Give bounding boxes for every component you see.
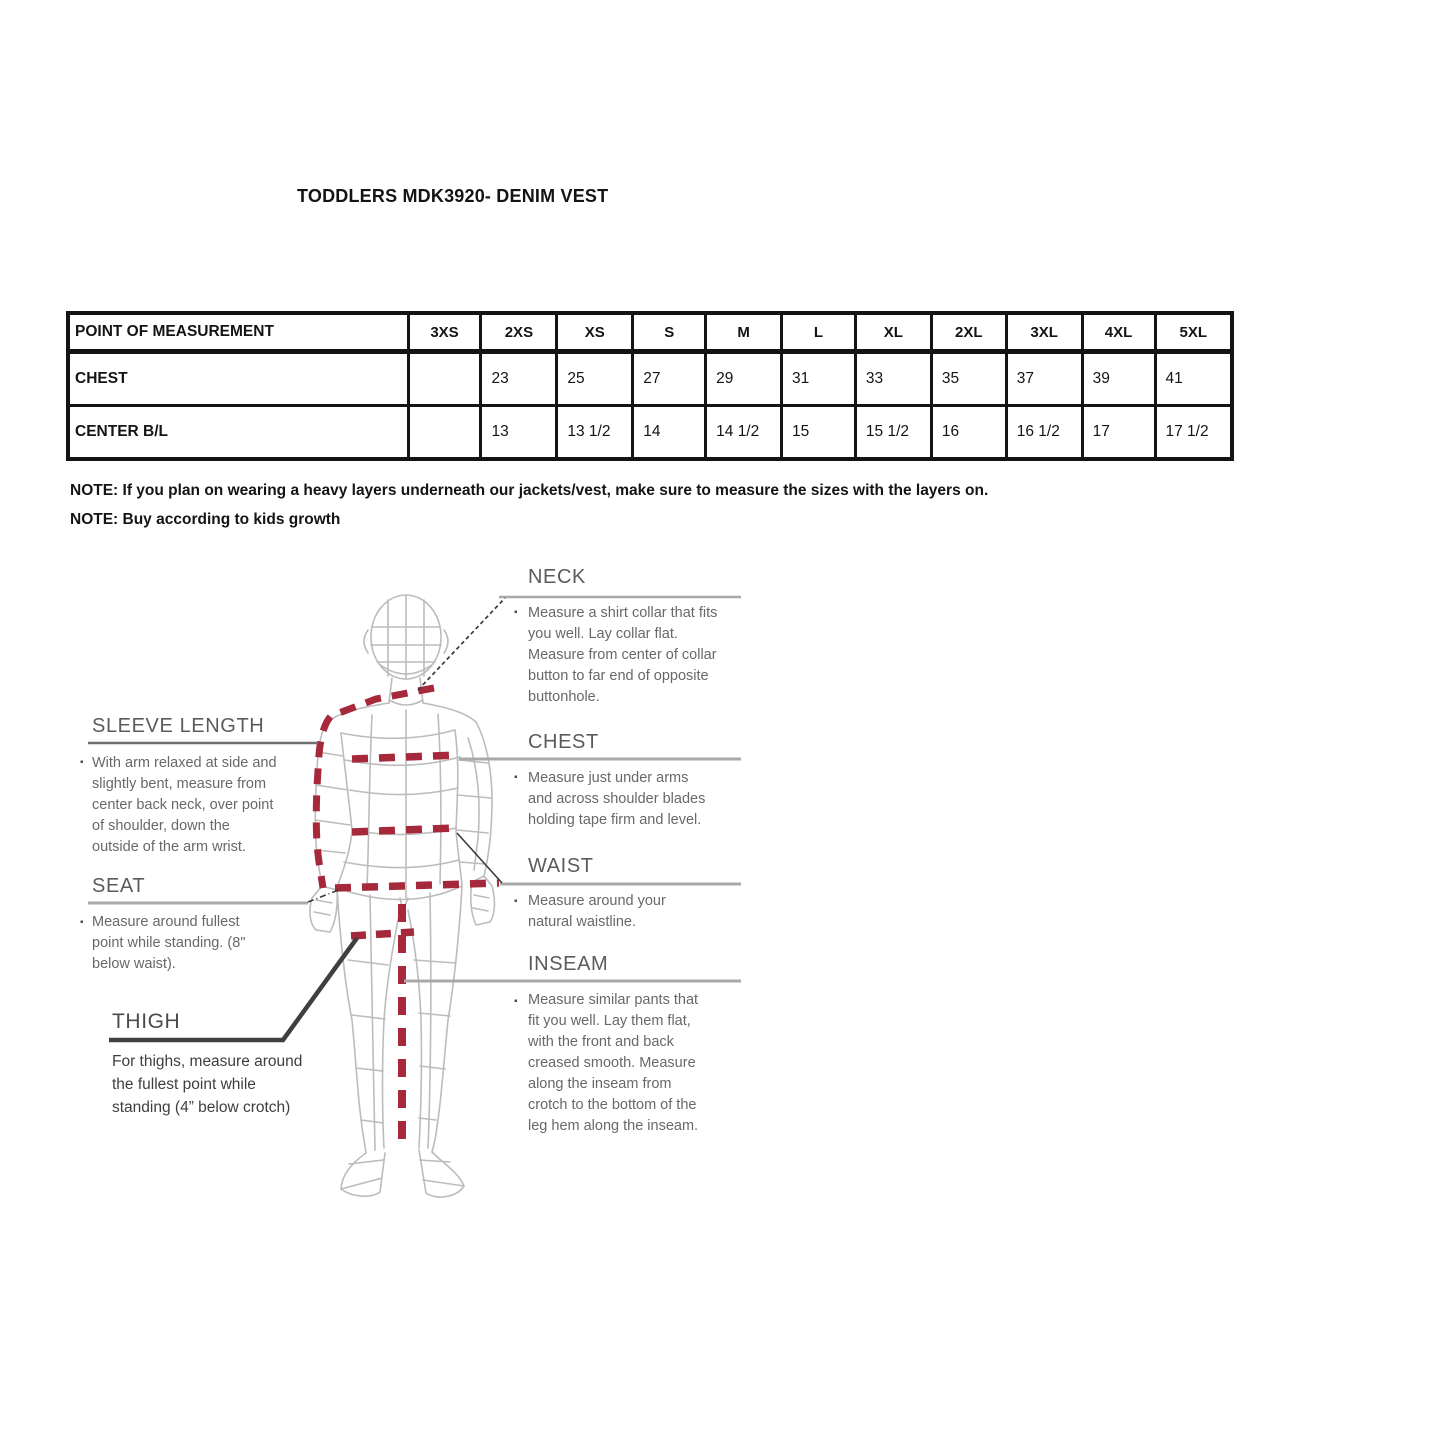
chest-measure-line — [352, 755, 458, 759]
value-cell: 39 — [1082, 352, 1155, 406]
value-cell: 37 — [1006, 352, 1082, 406]
seat-text: Measure around fullest point while standing. (8" below waist). — [92, 914, 246, 972]
header-cell: M — [706, 313, 782, 352]
neck-text: Measure a shirt collar that fits you well. Lay collar flat. Measure from center of collar button to far end of opposite buttonhole. — [528, 605, 718, 705]
waist-measure-line — [352, 828, 456, 832]
inseam-text: Measure similar pants that fit you well. Lay them flat, with the front and back creased smooth. Measure along the inseam from crotch to the bottom of the leg hem along the inseam. — [528, 992, 699, 1134]
value-cell: 14 — [633, 406, 706, 460]
header-cell: S — [633, 313, 706, 352]
section-inseam — [514, 953, 712, 1137]
row-label-cell: CHEST — [68, 352, 408, 406]
value-cell: 23 — [481, 352, 557, 406]
header-cell: XS — [557, 313, 633, 352]
header-cell: 2XL — [931, 313, 1006, 352]
value-cell: 31 — [782, 352, 856, 406]
value-cell: 16 1/2 — [1006, 406, 1082, 460]
value-cell: 13 — [481, 406, 557, 460]
row-label-cell: CENTER B/L — [68, 406, 408, 460]
chest-label: CHEST — [528, 731, 599, 753]
value-cell: 35 — [931, 352, 1006, 406]
bullet-icon: ▪ — [514, 996, 518, 1007]
bullet-icon: ▪ — [514, 772, 518, 783]
value-cell: 16 — [931, 406, 1006, 460]
neck-label: NECK — [528, 566, 586, 588]
value-cell: 15 — [782, 406, 856, 460]
note-line: NOTE: If you plan on wearing a heavy layers underneath our jackets/vest, make sure to measure the sizes with the layers on. — [70, 482, 989, 499]
header-cell: 5XL — [1155, 313, 1232, 352]
header-cell: POINT OF MEASUREMENT — [68, 313, 408, 352]
value-cell: 27 — [633, 352, 706, 406]
bullet-icon: ▪ — [80, 917, 84, 928]
value-cell: 41 — [1155, 352, 1232, 406]
chest-text: Measure just under arms and across shoulder blades holding tape firm and level. — [528, 770, 706, 828]
value-cell: 25 — [557, 352, 633, 406]
header-cell: 3XS — [408, 313, 481, 352]
waist-leader-line — [457, 833, 502, 883]
header-cell: 4XL — [1082, 313, 1155, 352]
bullet-icon: ▪ — [80, 757, 84, 768]
section-seat — [80, 875, 257, 975]
bullet-icon: ▪ — [514, 896, 518, 907]
value-cell: 17 1/2 — [1155, 406, 1232, 460]
seat-leader-line — [308, 889, 341, 902]
page-title: TODDLERS MDK3920- DENIM VEST — [297, 186, 609, 206]
waist-text: Measure around your natural waistline. — [528, 893, 666, 930]
sleeve-length-label: SLEEVE LENGTH — [92, 715, 265, 737]
bullet-icon: ▪ — [514, 607, 518, 618]
seat-label: SEAT — [92, 875, 146, 897]
section-chest — [514, 731, 706, 831]
section-waist — [514, 855, 688, 933]
section-neck — [514, 566, 728, 708]
value-cell: 33 — [855, 352, 931, 406]
waist-label: WAIST — [528, 855, 594, 877]
value-cell: 13 1/2 — [557, 406, 633, 460]
section-thigh — [112, 1010, 312, 1119]
value-cell: 15 1/2 — [855, 406, 931, 460]
thigh-label: THIGH — [112, 1010, 181, 1033]
sleeve-length-text: With arm relaxed at side and slightly bent, measure from center back neck, over point of shoulder, down the outside of the arm wrist. — [92, 755, 277, 855]
neck-leader-line — [418, 598, 505, 690]
header-cell: XL — [855, 313, 931, 352]
header-cell: 3XL — [1006, 313, 1082, 352]
seat-measure-line — [335, 883, 499, 888]
value-cell: 17 — [1082, 406, 1155, 460]
section-sleeve-length — [80, 715, 278, 858]
value-cell: 14 1/2 — [706, 406, 782, 460]
value-cell: 29 — [706, 352, 782, 406]
inseam-label: INSEAM — [528, 953, 609, 975]
header-cell: L — [782, 313, 856, 352]
header-cell: 2XS — [481, 313, 557, 352]
note-line: NOTE: Buy according to kids growth — [70, 511, 341, 528]
thigh-text: For thighs, measure around the fullest point while standing (4” below crotch) — [112, 1053, 303, 1116]
